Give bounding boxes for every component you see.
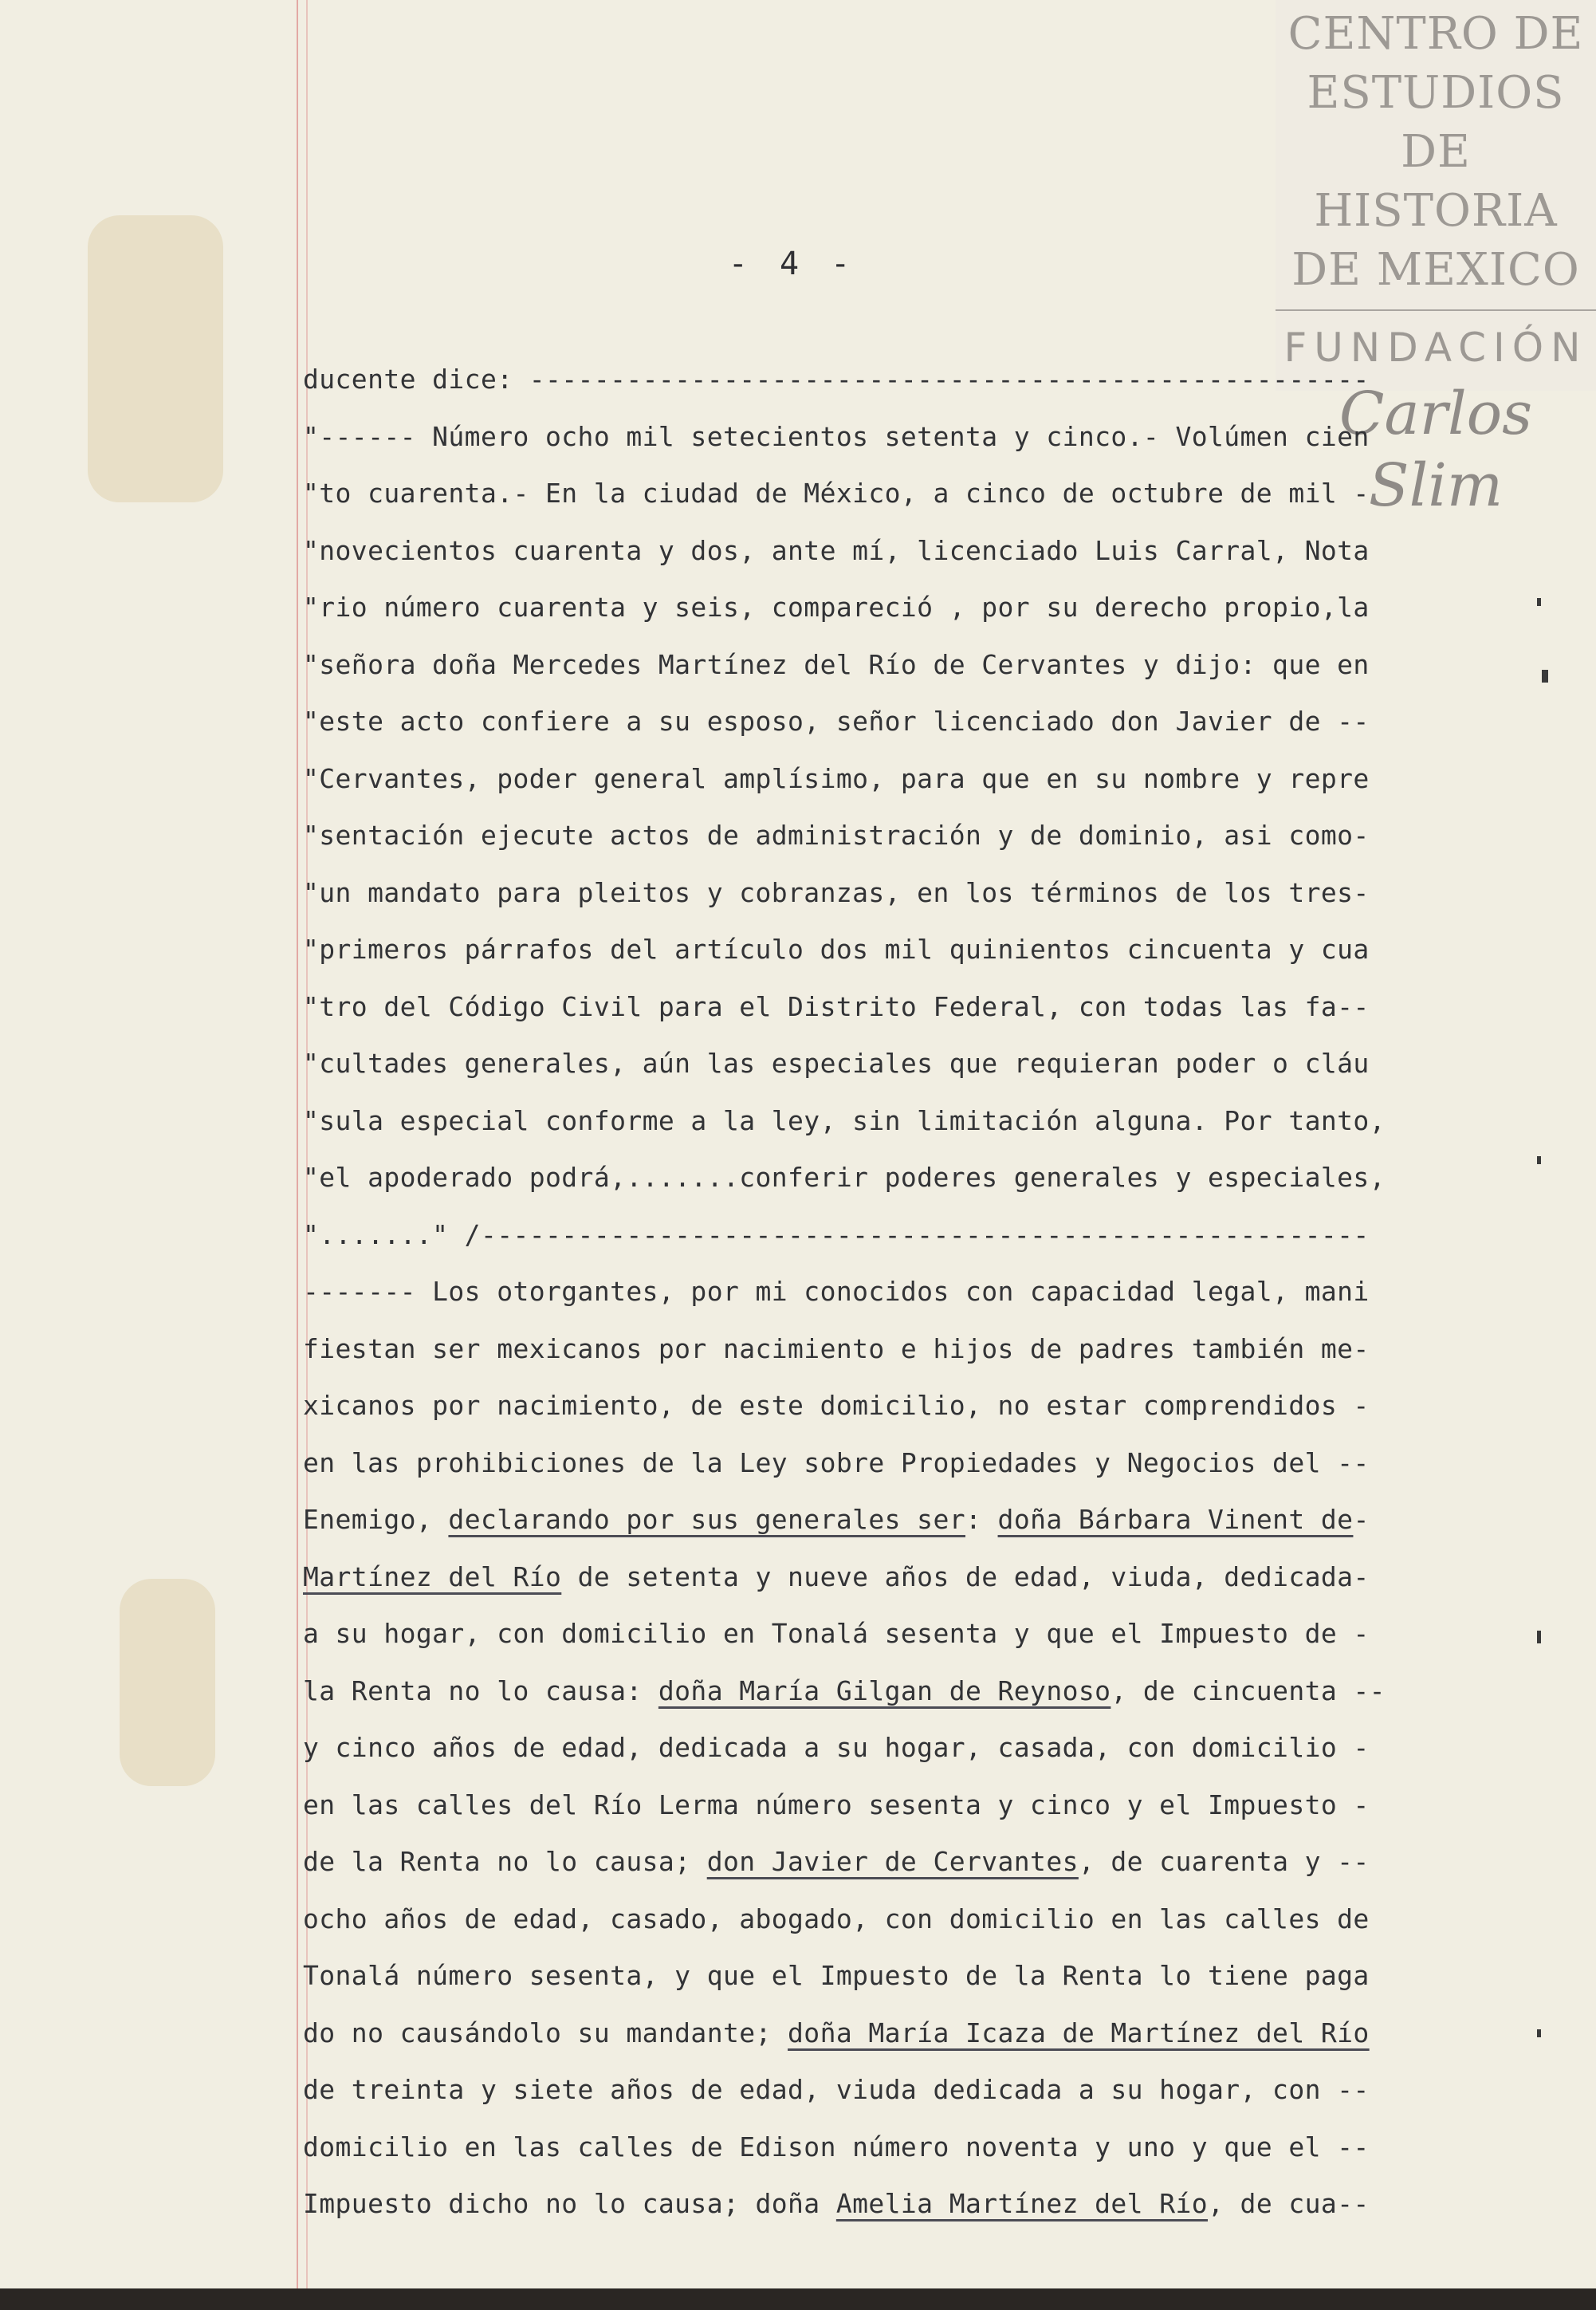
archive-watermark	[1276, 0, 1596, 520]
text-line	[303, 1377, 1451, 1434]
text-line	[303, 693, 1451, 750]
text-segment: ocho años de edad, casado, abogado, con domicilio en las calles de	[303, 1903, 1370, 1934]
text-segment: de setenta y nueve años de edad, viuda, dedicada-	[561, 1560, 1370, 1592]
text-segment: "señora doña Mercedes Martínez del Río de Cervantes y dijo: que en	[303, 648, 1370, 680]
text-line	[303, 1263, 1451, 1320]
text-segment: "Cervantes, poder general amplísimo, para que en su nombre y repre	[303, 762, 1370, 794]
margin-tick-mark	[1537, 1156, 1541, 1164]
margin-tick-mark	[1537, 1631, 1541, 1643]
paper-stain	[88, 215, 223, 502]
text-segment: y cinco años de edad, dedicada a su hogar, casada, con domicilio -	[303, 1732, 1370, 1763]
watermark-signature: Carlos Slim	[1339, 380, 1533, 520]
watermark-foundation: FUNDACIÓN	[1283, 325, 1588, 371]
text-segment: en las prohibiciones de la Ley sobre Propiedades y Negocios del --	[303, 1446, 1370, 1478]
text-segment: do no causándolo su mandante;	[303, 2017, 788, 2048]
text-segment: "......." /-------------------------------------------------------	[303, 1218, 1370, 1250]
underlined-name: don Javier de Cervantes	[706, 1846, 1079, 1877]
text-segment: "------ Número ocho mil setecientos setenta y cinco.- Volúmen cien	[303, 420, 1370, 452]
watermark-divider	[1276, 309, 1596, 311]
watermark-line: DE MEXICO	[1291, 244, 1580, 296]
text-segment: "un mandato para pleitos y cobranzas, en los términos de los tres-	[303, 876, 1370, 908]
text-segment: de la Renta no lo causa;	[303, 1846, 707, 1877]
text-line	[303, 579, 1451, 636]
paper-stain	[120, 1579, 215, 1786]
underlined-name: doña María Icaza de Martínez del Río	[788, 2017, 1370, 2048]
text-segment: ------- Los otorgantes, por mi conocidos con capacidad legal, mani	[303, 1276, 1370, 1307]
text-segment: Tonalá número sesenta, y que el Impuesto de la Renta lo tiene paga	[303, 1960, 1370, 1991]
watermark-line: CENTRO DE	[1287, 8, 1584, 60]
text-line	[303, 351, 1451, 408]
text-segment: Enemigo,	[303, 1504, 449, 1535]
watermark-line: ESTUDIOS	[1307, 67, 1565, 119]
text-segment: "el apoderado podrá,.......conferir poderes generales y especiales,	[303, 1162, 1386, 1193]
watermark-line: DE HISTORIA	[1314, 126, 1558, 237]
text-line	[303, 522, 1451, 580]
text-segment: "novecientos cuarenta y dos, ante mí, licenciado Luis Carral, Nota	[303, 534, 1370, 566]
text-line	[303, 1491, 1451, 1549]
text-segment: "tro del Código Civil para el Distrito Federal, con todas las fa--	[303, 990, 1370, 1022]
margin-tick-mark	[1537, 2029, 1541, 2037]
text-segment: , de cua--	[1208, 2188, 1370, 2219]
text-line	[303, 1035, 1451, 1092]
text-segment: , de cuarenta y --	[1078, 1846, 1370, 1877]
text-segment: -	[1353, 1504, 1370, 1535]
text-line	[303, 1663, 1451, 1720]
text-line	[303, 1549, 1451, 1606]
underlined-name: Martínez del Río	[303, 1560, 562, 1592]
text-line	[303, 1947, 1451, 2005]
text-segment: "to cuarenta.- En la ciudad de México, a cinco de octubre de mil -	[303, 478, 1370, 509]
underlined-name: Amelia Martínez del Río	[835, 2188, 1209, 2219]
text-line	[303, 2005, 1451, 2062]
text-line	[303, 750, 1451, 808]
text-line	[303, 1777, 1451, 1834]
text-line	[303, 1320, 1451, 1378]
text-line	[303, 1833, 1451, 1891]
text-line	[303, 2119, 1451, 2176]
text-line	[303, 1719, 1451, 1777]
text-segment: Impuesto dicho no lo causa; doña	[303, 2188, 836, 2219]
text-line	[303, 1092, 1451, 1150]
margin-tick-mark	[1537, 598, 1541, 606]
text-segment: "rio número cuarenta y seis, compareció , por su derecho propio,la	[303, 592, 1370, 623]
page-number: - 4 -	[728, 246, 857, 282]
text-line	[303, 636, 1451, 694]
text-line	[303, 1149, 1451, 1206]
text-segment: a su hogar, con domicilio en Tonalá sesenta y que el Impuesto de -	[303, 1618, 1370, 1649]
text-line	[303, 807, 1451, 864]
text-line	[303, 1891, 1451, 1948]
text-segment: la Renta no lo causa:	[303, 1674, 658, 1706]
text-segment: :	[965, 1504, 998, 1535]
text-segment: xicanos por nacimiento, de este domicilio, no estar comprendidos -	[303, 1390, 1370, 1421]
text-segment: "este acto confiere a su esposo, señor licenciado don Javier de --	[303, 706, 1370, 737]
text-line	[303, 1434, 1451, 1492]
text-segment: ducente dice: ----------------------------------------------------	[303, 364, 1370, 395]
underlined-name: declarando por sus generales ser	[448, 1504, 965, 1535]
text-segment: "sentación ejecute actos de administración y de dominio, asi como-	[303, 820, 1370, 851]
text-segment: en las calles del Río Lerma número sesenta y cinco y el Impuesto -	[303, 1789, 1370, 1820]
text-segment: "cultades generales, aún las especiales que requieran poder o cláu	[303, 1048, 1370, 1079]
underlined-name: doña María Gilgan de Reynoso	[658, 1674, 1111, 1706]
text-segment: "sula especial conforme a la ley, sin limitación alguna. Por tanto,	[303, 1104, 1386, 1136]
text-line	[303, 2061, 1451, 2119]
text-segment: fiestan ser mexicanos por nacimiento e hijos de padres también me-	[303, 1332, 1370, 1364]
document-body	[303, 351, 1451, 2233]
text-segment: domicilio en las calles de Edison número noventa y uno y que el --	[303, 2131, 1370, 2162]
text-line	[303, 1605, 1451, 1663]
underlined-name: doña Bárbara Vinent de	[997, 1504, 1354, 1535]
text-line	[303, 1206, 1451, 1264]
text-line	[303, 921, 1451, 978]
text-line	[303, 864, 1451, 922]
text-segment: "primeros párrafos del artículo dos mil quinientos cincuenta y cua	[303, 934, 1370, 965]
margin-rule-left	[297, 0, 298, 2288]
text-line	[303, 465, 1451, 522]
text-line	[303, 408, 1451, 466]
text-line	[303, 2175, 1451, 2233]
text-segment: de treinta y siete años de edad, viuda dedicada a su hogar, con --	[303, 2074, 1370, 2105]
margin-tick-mark	[1542, 670, 1548, 683]
text-segment: , de cincuenta --	[1111, 1674, 1386, 1706]
text-line	[303, 978, 1451, 1036]
